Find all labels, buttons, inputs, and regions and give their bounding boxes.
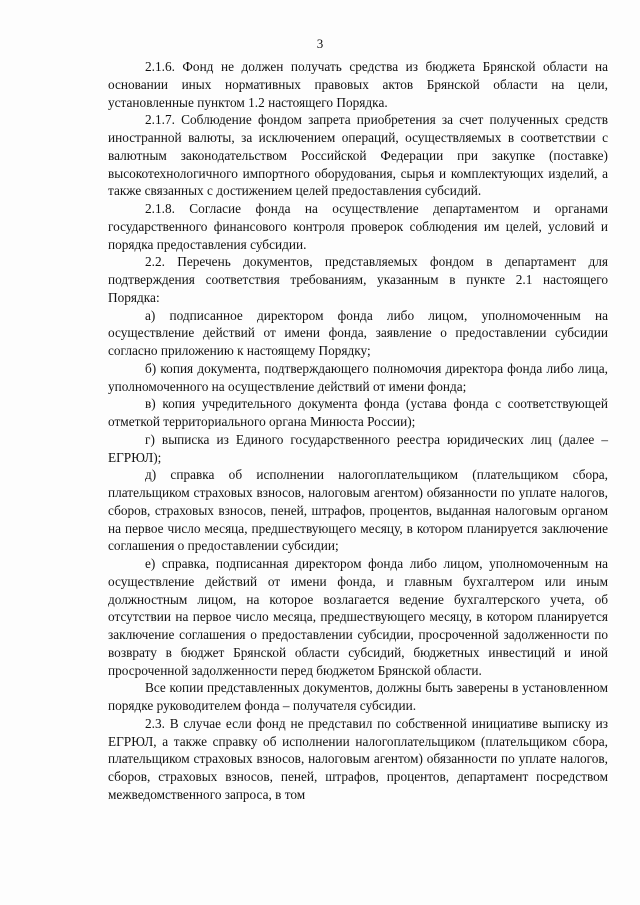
- list-item-d: д) справка об исполнении налогоплательщиком (плательщиком сбора, плательщиком страховых взносов, налоговым агентом) обязанности по уплате налогов, сборов, страховых взносов, пеней, штрафов, процентов, выданная налоговым органом на первое число месяца, предшествующего месяцу, в котором планируется заключение соглашения о предоставлении субсидии;: [108, 467, 608, 554]
- paragraph-2-3: 2.3. В случае если фонд не представил по собственной инициативе выписку из ЕГРЮЛ, а также справку об исполнении налогоплательщиком (плательщиком сбора, плательщиком страховых взносов, налоговым агентом) обязанности по уплате налогов, сборов, страховых взносов, пеней, штрафов, процентов, департамент посредством межведомственного запроса, в том: [108, 715, 608, 802]
- page-number: 3: [316, 36, 324, 51]
- paragraph-2-1-8: 2.1.8. Согласие фонда на осуществление департаментом и органами государственного финансового контроля проверок соблюдения им целей, условий и порядка предоставления субсидии.: [108, 201, 608, 252]
- list-item-a: а) подписанное директором фонда либо лицом, уполномоченным на осуществление действий от имени фонда, заявление о предоставлении субсидии согласно приложению к настоящему Порядку;: [108, 307, 608, 358]
- paragraph-2-1-7: 2.1.7. Соблюдение фондом запрета приобретения за счет полученных средств иностранной валюты, за исключением операций, осуществляемых в соответствии с валютным законодательством Российской Федерации при закупке (поставке) высокотехнологичного импортного оборудования, сырья и комплектующих изделий, а также связанных с достижением целей предоставления субсидий.: [108, 112, 608, 199]
- list-item-b: б) копия документа, подтверждающего полномочия директора фонда либо лица, уполномоченного на осуществление действий от имени фонда;: [108, 360, 608, 394]
- list-item-e: е) справка, подписанная директором фонда либо лицом, уполномоченным на осуществление действий от имени фонда, и главным бухгалтером или иным должностным лицом, на которое возлагается ведение бухгалтерского учета, об отсутствии на первое число месяца, предшествующего месяцу, в котором планируется заключение соглашения о предоставлении субсидии, просроченной задолженности по возврату в бюджет Брянской области субсидий, бюджетных инвестиций и иной просроченной задолженности перед бюджетом Брянской области.: [108, 556, 608, 678]
- paragraph-2-2: 2.2. Перечень документов, представляемых фондом в департамент для подтверждения соответствия требованиям, указанным в пункте 2.1 настоящего Порядка:: [108, 254, 608, 305]
- list-item-v: в) копия учредительного документа фонда (устава фонда с соответствующей отметкой территориального органа Минюста России);: [108, 396, 608, 429]
- document-body: [108, 58, 608, 804]
- list-item-g: г) выписка из Единого государственного реестра юридических лиц (далее – ЕГРЮЛ);: [108, 431, 608, 465]
- paragraph-2-1-6: 2.1.6. Фонд не должен получать средства из бюджета Брянской области на основании иных нормативных правовых актов Брянской области на цели, установленные пунктом 1.2 настоящего Порядка.: [108, 59, 608, 110]
- copies-certification-note: Все копии представленных документов, должны быть заверены в установленном порядке руководителем фонда – получателя субсидии.: [108, 680, 608, 713]
